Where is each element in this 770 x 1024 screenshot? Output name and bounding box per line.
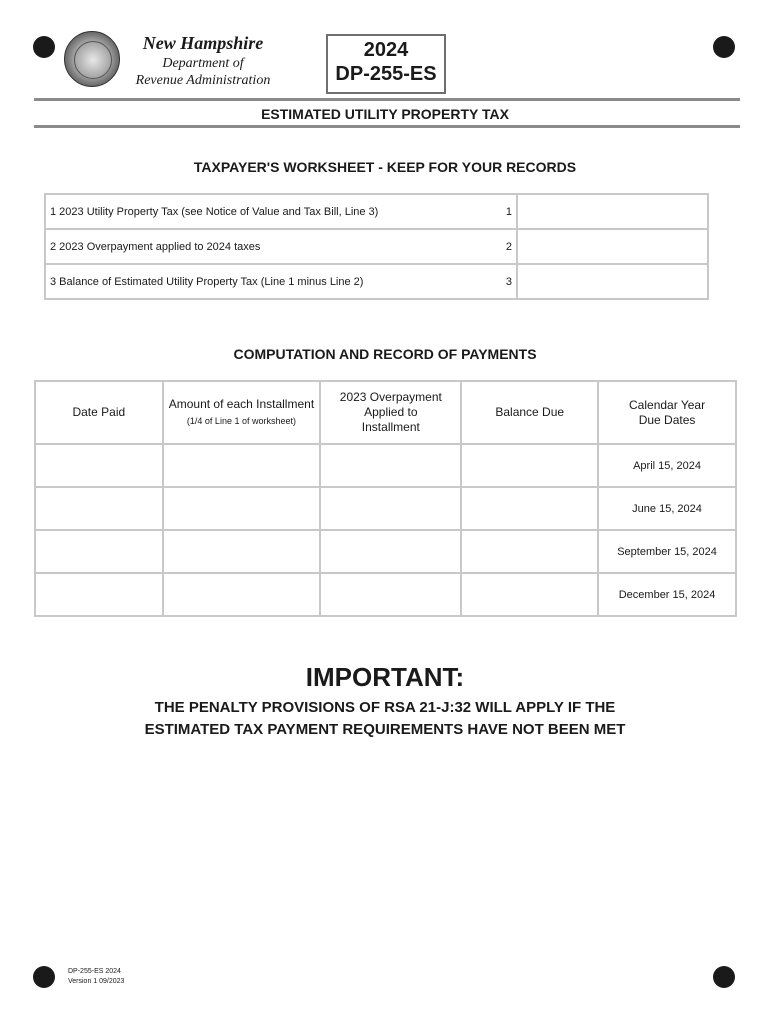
- col-overpayment: [320, 381, 461, 444]
- payments-table: [34, 380, 737, 617]
- form-code: DP-255-ES: [335, 63, 437, 85]
- registration-mark-top-right: [713, 36, 735, 58]
- installment-amount-field[interactable]: [163, 530, 321, 573]
- worksheet-line-number: 2: [504, 229, 517, 264]
- form-year: 2024: [363, 39, 409, 61]
- worksheet-row: [45, 264, 708, 299]
- agency-name: New Hampshire: [142, 33, 264, 53]
- col-amount-label: Amount of each Installment: [168, 396, 315, 411]
- important-line1: THE PENALTY PROVISIONS OF RSA 21-J:32 WILL APPLY IF THE: [154, 699, 616, 716]
- registration-mark-top-left: [33, 36, 55, 58]
- due-date: September 15, 2024: [598, 530, 736, 573]
- agency-department: [110, 55, 296, 89]
- date-paid-field[interactable]: [35, 573, 163, 616]
- date-paid-field[interactable]: [35, 487, 163, 530]
- worksheet-table: [44, 193, 709, 300]
- worksheet-line-label: 3 Balance of Estimated Utility Property Tax (Line 1 minus Line 2): [45, 264, 504, 299]
- col-balance-due: Balance Due: [461, 381, 598, 444]
- worksheet-heading: TAXPAYER'S WORKSHEET - KEEP FOR YOUR RECORDS: [193, 159, 577, 175]
- col-amount-note: (1/4 of Line 1 of worksheet): [186, 415, 296, 426]
- col-due-line2: Due Dates: [638, 412, 696, 427]
- payment-row: [35, 487, 736, 530]
- payments-header-row: [35, 381, 736, 444]
- due-date: December 15, 2024: [598, 573, 736, 616]
- balance-due-field[interactable]: [461, 487, 598, 530]
- form-footer: [68, 967, 124, 987]
- balance-due-field[interactable]: [461, 573, 598, 616]
- registration-mark-bottom-left: [33, 966, 55, 988]
- overpayment-applied-field[interactable]: [320, 573, 461, 616]
- balance-due-field[interactable]: [461, 444, 598, 487]
- col-amount: [163, 381, 321, 444]
- agency-dept-line2: Revenue Administration: [135, 73, 271, 88]
- payments-heading: COMPUTATION AND RECORD OF PAYMENTS: [233, 346, 537, 362]
- payment-row: [35, 530, 736, 573]
- title-rule: [34, 125, 740, 128]
- registration-mark-bottom-right: [713, 966, 735, 988]
- payment-row: [35, 573, 736, 616]
- worksheet-amount-field[interactable]: [517, 194, 708, 229]
- col-overpay-line1: 2023 Overpayment: [339, 390, 442, 404]
- worksheet-row: [45, 194, 708, 229]
- col-overpay-line2: Applied to: [364, 405, 418, 419]
- col-overpay-line3: Installment: [361, 420, 420, 434]
- important-notice: [80, 697, 690, 741]
- top-rule: [34, 98, 740, 101]
- overpayment-applied-field[interactable]: [320, 487, 461, 530]
- worksheet-line-number: 1: [504, 194, 517, 229]
- worksheet-amount-field[interactable]: [517, 264, 708, 299]
- worksheet-line-label: 1 2023 Utility Property Tax (see Notice of Value and Tax Bill, Line 3): [45, 194, 504, 229]
- important-line2: ESTIMATED TAX PAYMENT REQUIREMENTS HAVE NOT BEEN MET: [144, 721, 626, 738]
- form-id-box: [326, 34, 446, 94]
- agency-dept-line1: Department of: [162, 56, 244, 71]
- date-paid-field[interactable]: [35, 530, 163, 573]
- worksheet-row: [45, 229, 708, 264]
- worksheet-amount-field[interactable]: [517, 229, 708, 264]
- col-due-dates: [598, 381, 736, 444]
- due-date: April 15, 2024: [598, 444, 736, 487]
- important-title: IMPORTANT:: [305, 662, 465, 692]
- worksheet-line-number: 3: [504, 264, 517, 299]
- balance-due-field[interactable]: [461, 530, 598, 573]
- installment-amount-field[interactable]: [163, 444, 321, 487]
- overpayment-applied-field[interactable]: [320, 444, 461, 487]
- document-title: ESTIMATED UTILITY PROPERTY TAX: [261, 106, 509, 122]
- installment-amount-field[interactable]: [163, 487, 321, 530]
- payment-row: [35, 444, 736, 487]
- date-paid-field[interactable]: [35, 444, 163, 487]
- footer-version: Version 1 09/2023: [68, 978, 125, 985]
- worksheet-line-label: 2 2023 Overpayment applied to 2024 taxes: [45, 229, 504, 264]
- installment-amount-field[interactable]: [163, 573, 321, 616]
- overpayment-applied-field[interactable]: [320, 530, 461, 573]
- footer-form-id: DP-255-ES 2024: [68, 968, 121, 975]
- due-date: June 15, 2024: [598, 487, 736, 530]
- col-date-paid: Date Paid: [35, 381, 163, 444]
- col-due-line1: Calendar Year: [629, 397, 706, 412]
